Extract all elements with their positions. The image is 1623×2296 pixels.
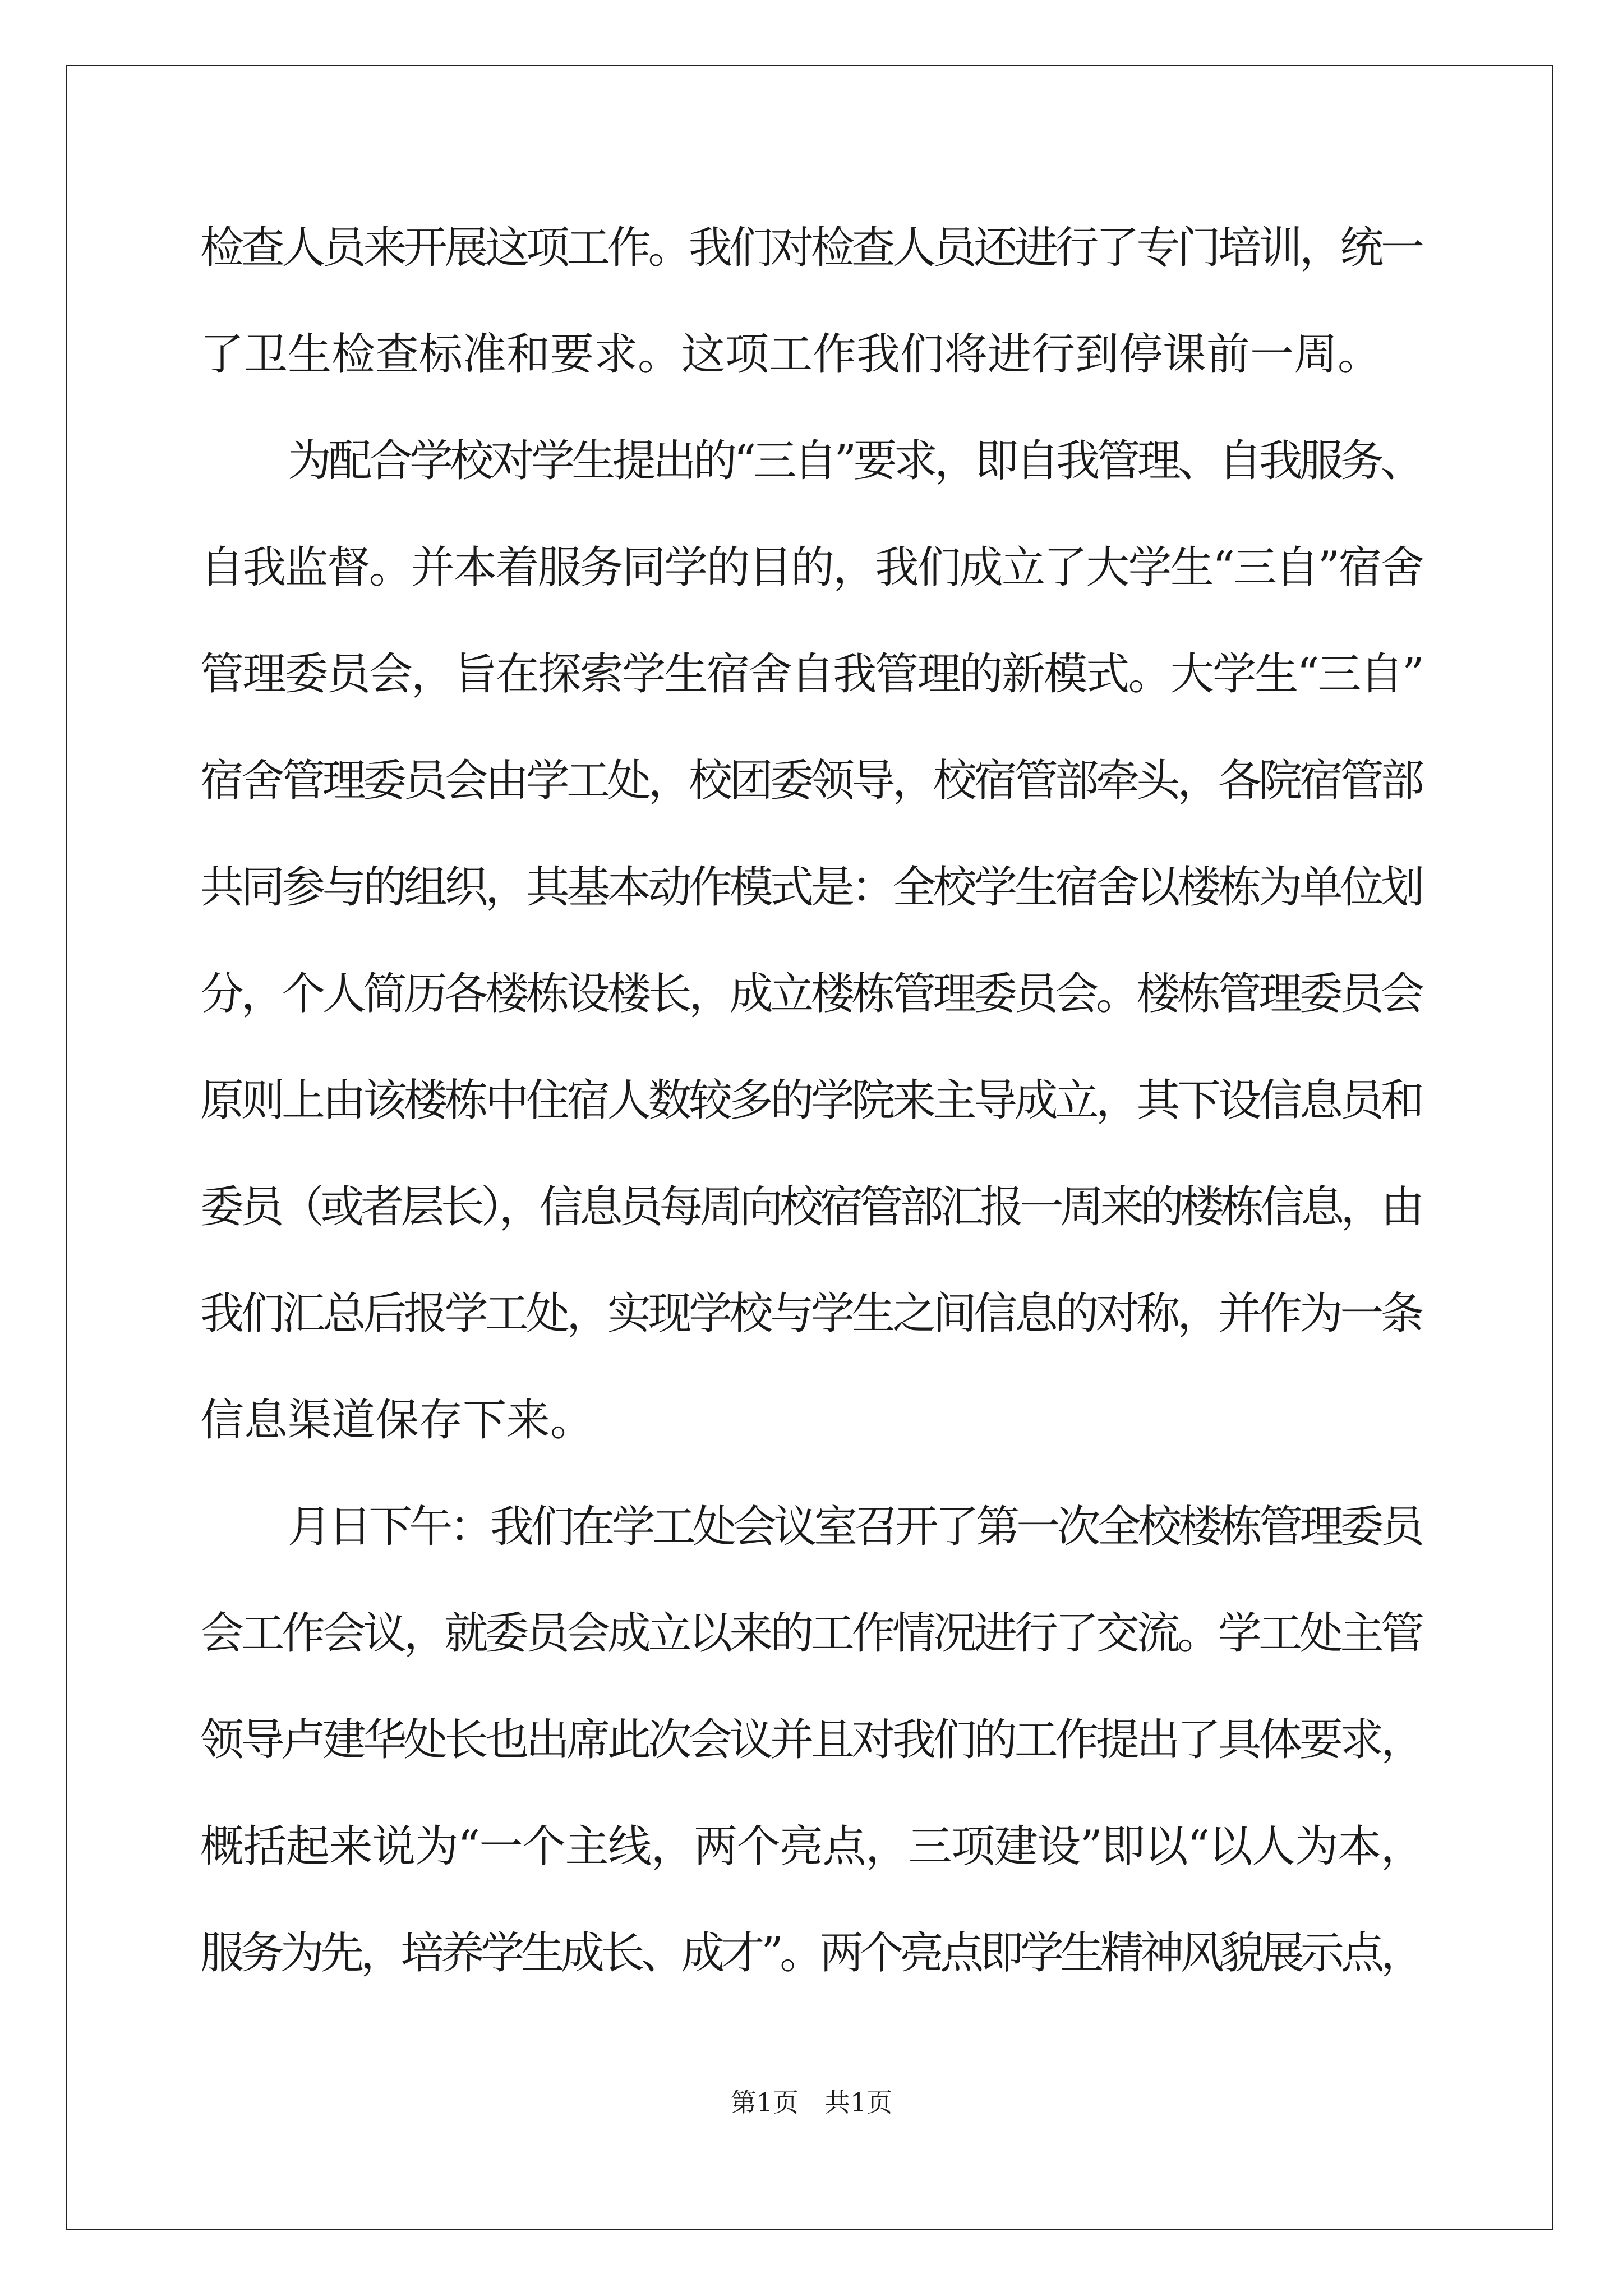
text-line: 概括起来说为“一个主线，两个亮点，三项建设”即以“以人为本， <box>200 1821 1424 1872</box>
text-line: 共同参与的组织，其基本动作模式是：全校学生宿舍以楼栋为单位划 <box>200 862 1422 913</box>
text-line: 宿舍管理委员会由学工处，校团委领导，校宿管部牵头，各院宿管部 <box>200 756 1422 806</box>
page-border <box>66 65 1553 2230</box>
text-line: 分，个人简历各楼栋设楼长，成立楼栋管理委员会。楼栋管理委员会 <box>200 969 1422 1019</box>
text-line: 自我监督。并本着服务同学的目的，我们成立了大学生“三自”宿舍 <box>200 542 1423 593</box>
text-line: 检查人员来开展这项工作。我们对检查人员还进行了专门培训，统一 <box>200 223 1422 273</box>
text-line: 管理委员会，旨在探索学生宿舍自我管理的新模式。大学生“三自” <box>200 649 1423 700</box>
page-footer: 第1页 共1页 <box>730 2087 893 2118</box>
text-line: 我们汇总后报学工处，实现学校与学生之间信息的对称，并作为一条 <box>200 1289 1422 1339</box>
text-line: 原则上由该楼栋中住宿人数较多的学院来主导成立，其下设信息员和 <box>200 1075 1422 1126</box>
text-line: 服务为先，培养学生成长、成才”。两个亮点即学生精神风貌展示点， <box>200 1928 1421 1978</box>
paragraph-start-line: 为配合学校对学生提出的“三自”要求，即自我管理、自我服务、 <box>288 436 1422 486</box>
text-line: 会工作会议，就委员会成立以来的工作情况进行了交流。学工处主管 <box>200 1608 1422 1659</box>
text-line: 信息渠道保存下来。 <box>200 1395 594 1446</box>
text-line: 委员（或者层长），信息员每周向校宿管部汇报一周来的楼栋信息，由 <box>200 1182 1421 1232</box>
text-line: 领导卢建华处长也出席此次会议并且对我们的工作提出了具体要求， <box>200 1715 1422 1765</box>
paragraph-start-line: 月日下午：我们在学工处会议室召开了第一次全校楼栋管理委员 <box>288 1502 1422 1552</box>
text-line: 了卫生检查标准和要求。这项工作我们将进行到停课前一周。 <box>200 329 1382 380</box>
